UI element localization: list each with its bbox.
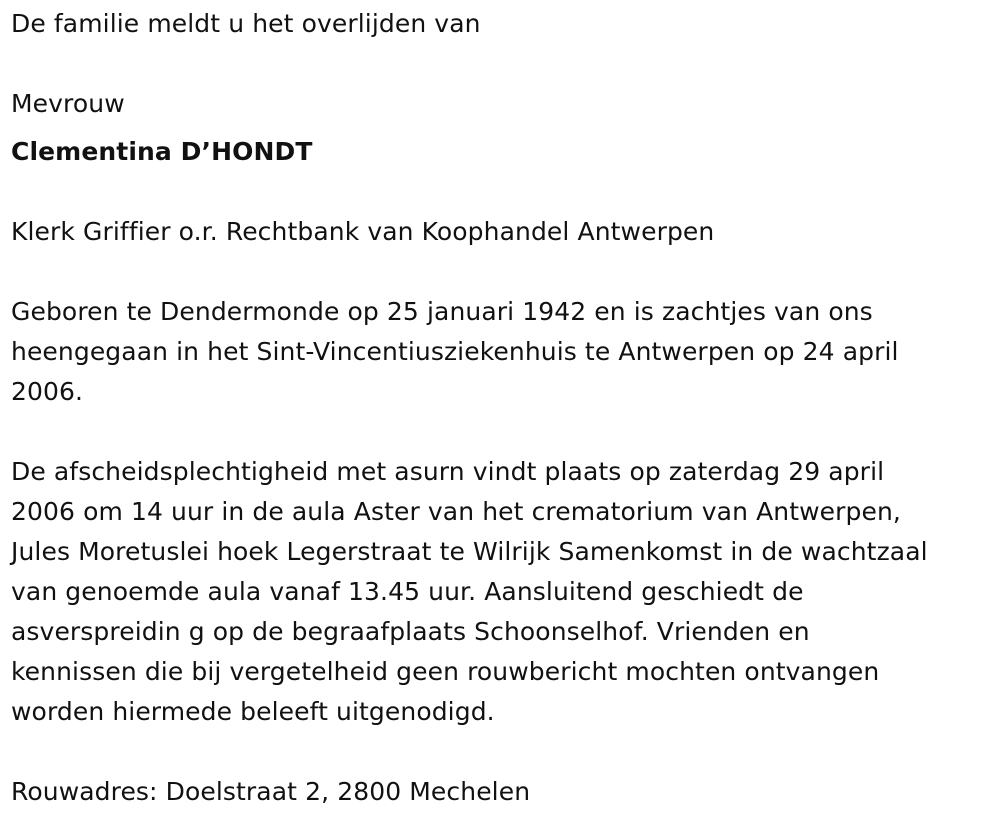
spacer	[11, 172, 991, 212]
ceremony-line: kennissen die bij vergetelheid geen rouwbericht mochten ontvangen	[11, 657, 880, 686]
deceased-name: Clementina D’HONDT	[11, 137, 313, 166]
ceremony-line: van genoemde aula vanaf 13.45 uur. Aansluitend geschiedt de	[11, 577, 804, 606]
ceremony-line: Jules Moretuslei hoek Legerstraat te Wilrijk Samenkomst in de wachtzaal	[11, 537, 928, 566]
spacer	[11, 732, 991, 772]
salutation: Mevrouw	[11, 89, 125, 118]
birth-line: Geboren te Dendermonde op 25 januari 1942 en is zachtjes van ons	[11, 297, 873, 326]
ceremony-line: asverspreidin g op de begraafplaats Schoonselhof. Vrienden en	[11, 617, 810, 646]
spacer	[11, 124, 991, 132]
mourning-address: Rouwadres: Doelstraat 2, 2800 Mechelen	[11, 777, 531, 806]
intro-text: De familie meldt u het overlijden van	[11, 9, 481, 38]
birth-line: heengegaan in het Sint-Vincentiusziekenhuis te Antwerpen op 24 april	[11, 337, 899, 366]
ceremony-line: worden hiermede beleeft uitgenodigd.	[11, 697, 495, 726]
birth-line: 2006.	[11, 377, 84, 406]
title-line: Klerk Griffier o.r. Rechtbank van Koophandel Antwerpen	[11, 217, 715, 246]
spacer	[11, 412, 991, 452]
ceremony-paragraph	[11, 452, 991, 732]
ceremony-line: De afscheidsplechtigheid met asurn vindt plaats op zaterdag 29 april	[11, 457, 885, 486]
spacer	[11, 252, 991, 292]
birth-paragraph	[11, 292, 991, 412]
ceremony-line: 2006 om 14 uur in de aula Aster van het crematorium van Antwerpen,	[11, 497, 901, 526]
spacer	[11, 44, 991, 84]
